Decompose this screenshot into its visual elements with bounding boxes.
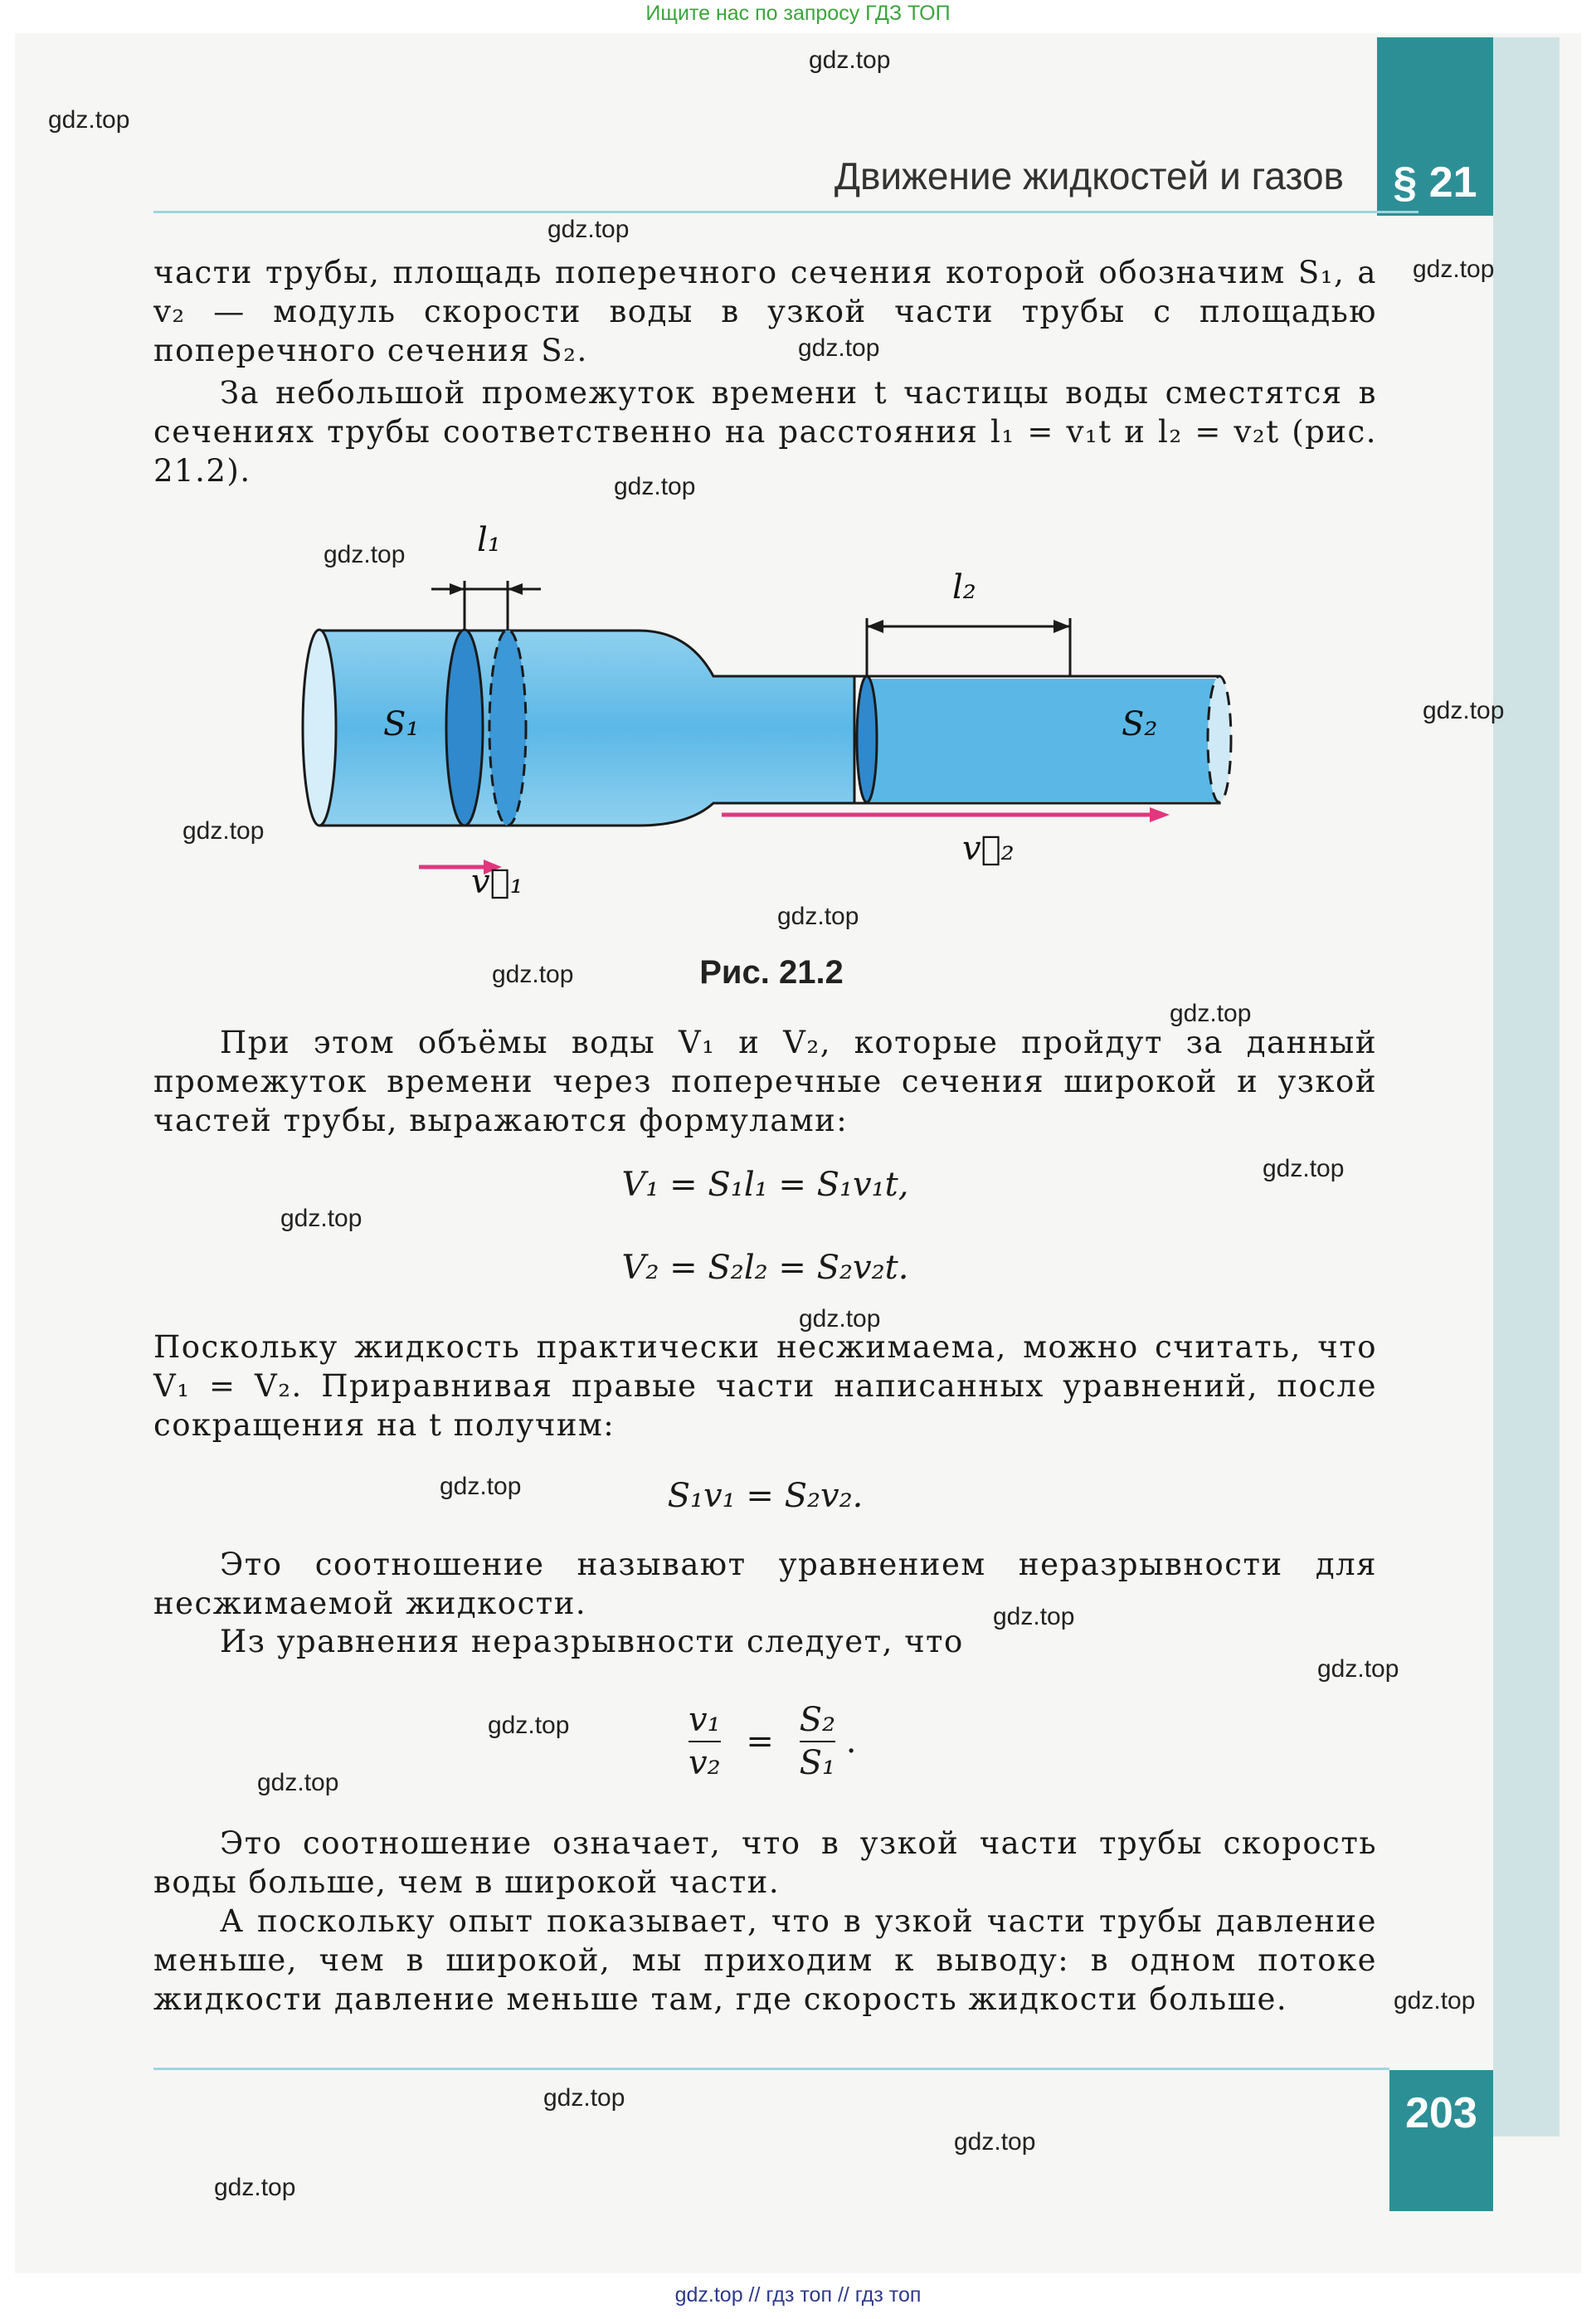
watermark: gdz.top xyxy=(1394,1987,1476,2015)
watermark: gdz.top xyxy=(488,1712,570,1739)
watermark: gdz.top xyxy=(614,473,696,500)
formula-v1: V₁ = S₁l₁ = S₁v₁t, xyxy=(621,1166,909,1204)
pipe-figure xyxy=(0,0,1596,954)
label-v1: v⃗₁ xyxy=(471,863,523,901)
paragraph-7: Это соотношение означает, что в узкой части трубы скорость воды больше, чем в широкой части. xyxy=(153,1825,1377,1900)
paragraph-5: Это соотношение называют уравнением неразрывности для несжимаемой жидкости. xyxy=(153,1547,1377,1621)
frac-left-den: v₂ xyxy=(689,1744,721,1782)
paragraph-4: Поскольку жидкость практически несжимаема, можно считать, что V₁ = V₂. Приравнивая правые части написанных уравнений, после сокращения на t получим: xyxy=(153,1329,1377,1443)
page-number: 203 xyxy=(1405,2089,1477,2137)
watermark: gdz.top xyxy=(182,817,265,845)
watermark: gdz.top xyxy=(214,2174,296,2201)
page-number-tab xyxy=(1389,2070,1493,2211)
frac-left-num: v₁ xyxy=(689,1701,721,1739)
footer-divider xyxy=(153,2068,1389,2070)
watermark: gdz.top xyxy=(799,1305,881,1332)
watermark: gdz.top xyxy=(324,541,406,568)
watermark: gdz.top xyxy=(440,1473,522,1500)
v2-arrow-head xyxy=(1150,807,1170,822)
label-l1: l₁ xyxy=(477,521,501,559)
formula-continuity: S₁v₁ = S₂v₂. xyxy=(667,1477,864,1515)
paragraph-8: А поскольку опыт показывает, что в узкой части трубы давление меньше, чем в широкой, мы приходим к выводу: в одном потоке жидкости давление меньше там, где скорость жидкости больше. xyxy=(153,1903,1377,2017)
paragraph-1: части трубы, площадь поперечного сечения которой обозначим S₁, а v₂ — модуль скорости воды в узкой части трубы с площадью поперечного сечения S₂. xyxy=(153,255,1377,368)
watermark: gdz.top xyxy=(798,334,880,362)
figure-caption: Рис. 21.2 xyxy=(699,954,844,991)
watermark: gdz.top xyxy=(1317,1655,1399,1683)
formula-v2: V₂ = S₂l₂ = S₂v₂t. xyxy=(621,1249,909,1287)
watermark: gdz.top xyxy=(1170,1000,1252,1027)
frac-right-num: S₂ xyxy=(799,1701,836,1739)
pipe-left-end xyxy=(303,630,336,826)
watermark: gdz.top xyxy=(48,106,130,134)
pipe-right-end xyxy=(1208,676,1231,802)
wide-section-front xyxy=(446,630,483,826)
watermark: gdz.top xyxy=(257,1769,339,1796)
label-l2: l₂ xyxy=(952,568,976,607)
watermark: gdz.top xyxy=(280,1205,363,1232)
narrow-water-segment xyxy=(867,679,1219,801)
paragraph-6: Из уравнения неразрывности следует, что xyxy=(220,1624,964,1659)
watermark: gdz.top xyxy=(954,2128,1036,2156)
watermark: gdz.top xyxy=(543,2084,625,2112)
frac-right-den: S₁ xyxy=(799,1744,836,1782)
paragraph-3: При этом объёмы воды V₁ и V₂, которые пройдут за данный промежуток времени через поперечные сечения широкой и узкой частей трубы, выражаются формулами: xyxy=(153,1025,1377,1138)
watermark: gdz.top xyxy=(1423,697,1505,724)
top-banner[interactable]: Ищите нас по запросу ГДЗ ТОП xyxy=(645,2,951,25)
narrow-section-front xyxy=(857,676,877,802)
bottom-banner[interactable]: gdz.top // гдз топ // гдз топ xyxy=(674,2283,922,2307)
watermark: gdz.top xyxy=(777,903,859,930)
watermark: gdz.top xyxy=(1413,256,1495,283)
label-S2: S₂ xyxy=(1122,705,1158,743)
watermark: gdz.top xyxy=(492,961,574,988)
ratio-formula: $\frac{\text{v₁}}{\text{v₂}}$ = $\frac{\text{S₂}}{\text{S₁}}$ . xyxy=(689,1701,857,1782)
watermark: gdz.top xyxy=(1263,1155,1345,1182)
section-number: § 21 xyxy=(1393,158,1477,207)
paragraph-2: За небольшой промежуток времени t частицы воды сместятся в сечениях трубы соответственно на расстояния l₁ = v₁t и l₂ = v₂t (рис. 21.2). xyxy=(153,375,1377,489)
watermark: gdz.top xyxy=(547,216,630,243)
chapter-title: Движение жидкостей и газов xyxy=(834,154,1344,197)
label-v2: v⃗₂ xyxy=(962,830,1015,868)
watermark: gdz.top xyxy=(809,46,891,74)
wide-section-back xyxy=(489,630,526,826)
watermark: gdz.top xyxy=(993,1603,1075,1630)
label-S1: S₁ xyxy=(383,705,420,743)
